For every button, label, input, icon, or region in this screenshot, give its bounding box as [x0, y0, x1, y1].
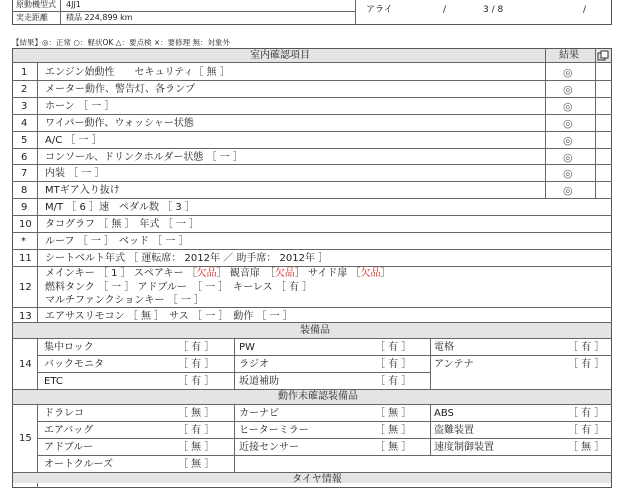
- equipment-no: 14: [19, 359, 32, 370]
- model-value: 4JJ1: [66, 0, 81, 9]
- unv-proximity-sensor-val: ［ 無 ］: [375, 442, 412, 453]
- result-legend: 【結果】◎：正常 ○：軽状OK △：要点検 ×：要修理 無：対象外: [12, 38, 230, 47]
- interior-header: [13, 49, 611, 62]
- row-7-text: 内装 ［ 一 ］: [45, 168, 105, 179]
- equip-hill-assist: 坂道補助: [239, 376, 279, 387]
- unv-abs-val: ［ 有 ］: [568, 408, 605, 419]
- row-12-no: 12: [19, 282, 32, 293]
- unv-carnavi-val: ［ 無 ］: [375, 408, 412, 419]
- row-9-text: M/T ［ 6 ］速 ペダル数 ［ 3 ］: [45, 202, 195, 213]
- row-3-result: ◎: [563, 100, 573, 113]
- side-door-missing: 欠品: [360, 268, 381, 279]
- unverified-no: 15: [19, 433, 32, 444]
- row-9-no: 9: [21, 202, 28, 213]
- mileage-value: 積品 224,899 km: [66, 13, 133, 22]
- tire-info-title: タイヤ情報: [292, 474, 342, 485]
- row-7-result: ◎: [563, 167, 573, 180]
- unv-heater-mirror: ヒーターミラー: [239, 425, 309, 436]
- side-door-label: ］ サイド扉 ［: [294, 268, 361, 279]
- equip-pw-val: ［ 有 ］: [375, 342, 412, 353]
- row-2-no: 2: [21, 84, 28, 95]
- alignment-slash-2: /: [583, 5, 587, 15]
- result-header: 結果: [559, 50, 579, 61]
- interior-title: 室内確認項目: [250, 50, 310, 61]
- row-11-text: シートベルト年式 ［ 運転席： 2012年 ／ 助手席： 2012年 ］: [45, 253, 329, 264]
- unv-airbag: エアバッグ: [44, 425, 94, 436]
- row-8-no: 8: [21, 185, 28, 196]
- equip-antenna-val: ［ 有 ］: [568, 359, 605, 370]
- alignment-slash-1: /: [443, 5, 447, 15]
- row-8-text: MTギア入り抜け: [45, 185, 120, 196]
- unv-airbag-val: ［ 有 ］: [178, 425, 215, 436]
- equipment-title: 装備品: [300, 325, 330, 336]
- unv-dashcam-val: ［ 無 ］: [178, 408, 215, 419]
- row-star-text: ルーフ ［ 一 ］ ベッド ［ 一 ］: [45, 236, 189, 247]
- equip-power-mirror: 電格: [434, 342, 454, 353]
- spare-key-missing: 欠品: [196, 268, 217, 279]
- row-6-result: ◎: [563, 151, 573, 164]
- row-5-text: A/C ［ 一 ］: [45, 135, 102, 146]
- unv-antitheft-val: ［ 有 ］: [568, 425, 605, 436]
- equip-power-mirror-val: ［ 有 ］: [568, 342, 605, 353]
- unv-carnavi: カーナビ: [239, 408, 279, 419]
- unv-adblue-val: ［ 無 ］: [178, 442, 215, 453]
- unv-adblue: アドブルー: [44, 442, 94, 453]
- alignment-value: 3 / 8: [483, 5, 504, 15]
- row-5-result: ◎: [563, 134, 573, 147]
- row-8-result: ◎: [563, 184, 573, 197]
- copy-icon: [597, 50, 609, 61]
- row-3-no: 3: [21, 101, 28, 112]
- equip-central-lock: 集中ロック: [44, 342, 94, 353]
- row-10-no: 10: [19, 219, 32, 230]
- equip-radio-val: ［ 有 ］: [375, 359, 412, 370]
- unv-auto-cruise-val: ［ 無 ］: [178, 459, 215, 470]
- unv-antitheft: 盗難装置: [434, 425, 474, 436]
- row-6-no: 6: [21, 152, 28, 163]
- unverified-title: 動作未確認装備品: [278, 391, 358, 402]
- kannon-door-missing: 欠品: [274, 268, 295, 279]
- row-1-result: ◎: [563, 66, 573, 79]
- row-5-no: 5: [21, 135, 28, 146]
- model-label: 原動機型式: [16, 0, 56, 9]
- row-1-text: エンジン始動性 セキュリティ［ 無 ］: [45, 67, 230, 78]
- row-4-result: ◎: [563, 117, 573, 130]
- row-10-text: タコグラフ ［ 無 ］ 年式 ［ 一 ］: [45, 219, 200, 230]
- main-key-spare-key: メインキー ［ 1 ］ スペアキー ［: [45, 268, 197, 279]
- row-1-no: 1: [21, 67, 28, 78]
- row-12-line-3: マルチファンクションキー ［ 一 ］: [45, 295, 204, 306]
- unv-auto-cruise: オートクルーズ: [44, 459, 113, 470]
- unv-abs: ABS: [434, 408, 454, 419]
- row-3-text: ホーン ［ 一 ］: [45, 101, 115, 112]
- row-4-text: ワイパー動作、ウォッシャー状態: [45, 118, 194, 129]
- row-2-text: メーター動作、警告灯、各ランプ: [45, 84, 195, 95]
- equip-antenna: アンテナ: [434, 359, 474, 370]
- unv-dashcam: ドラレコ: [44, 408, 84, 419]
- row-12-line-2: 燃料タンク ［ 一 ］ アドブルー ［ 一 ］ キーレス ［ 有 ］: [45, 282, 313, 293]
- kannon-door-label: ］ 観音扉 ［: [216, 268, 275, 279]
- equip-pw: PW: [239, 342, 255, 353]
- equip-back-monitor: バックモニタ: [44, 359, 104, 370]
- unv-proximity-sensor: 近接センサー: [239, 442, 299, 453]
- row-13-no: 13: [19, 311, 32, 322]
- row-11-no: 11: [19, 253, 32, 264]
- row-12-line-1: [45, 269, 391, 279]
- equip-radio: ラジオ: [239, 359, 269, 370]
- row-star-no: *: [21, 236, 26, 247]
- mileage-label: 実走距離: [16, 13, 48, 22]
- row-6-text: コンソール、ドリンクホルダー状態 ［ 一 ］: [45, 152, 243, 163]
- equip-central-lock-val: ［ 有 ］: [178, 342, 215, 353]
- equip-etc-val: ［ 有 ］: [178, 376, 215, 387]
- unv-speed-limiter-val: ［ 無 ］: [568, 442, 605, 453]
- row-4-no: 4: [21, 118, 28, 129]
- equip-hill-assist-val: ［ 有 ］: [375, 376, 412, 387]
- unv-heater-mirror-val: ［ 無 ］: [375, 425, 412, 436]
- alignment-label: アライ: [366, 5, 393, 15]
- row-7-no: 7: [21, 168, 28, 179]
- row-13-text: エアサスリモコン ［ 無 ］ サス ［ 一 ］ 動作 ［ 一 ］: [45, 311, 293, 322]
- equip-etc: ETC: [44, 376, 63, 387]
- side-door-close: ］: [380, 268, 391, 279]
- unv-speed-limiter: 速度制御装置: [434, 442, 494, 453]
- row-2-result: ◎: [563, 83, 573, 96]
- equip-back-monitor-val: ［ 有 ］: [178, 359, 215, 370]
